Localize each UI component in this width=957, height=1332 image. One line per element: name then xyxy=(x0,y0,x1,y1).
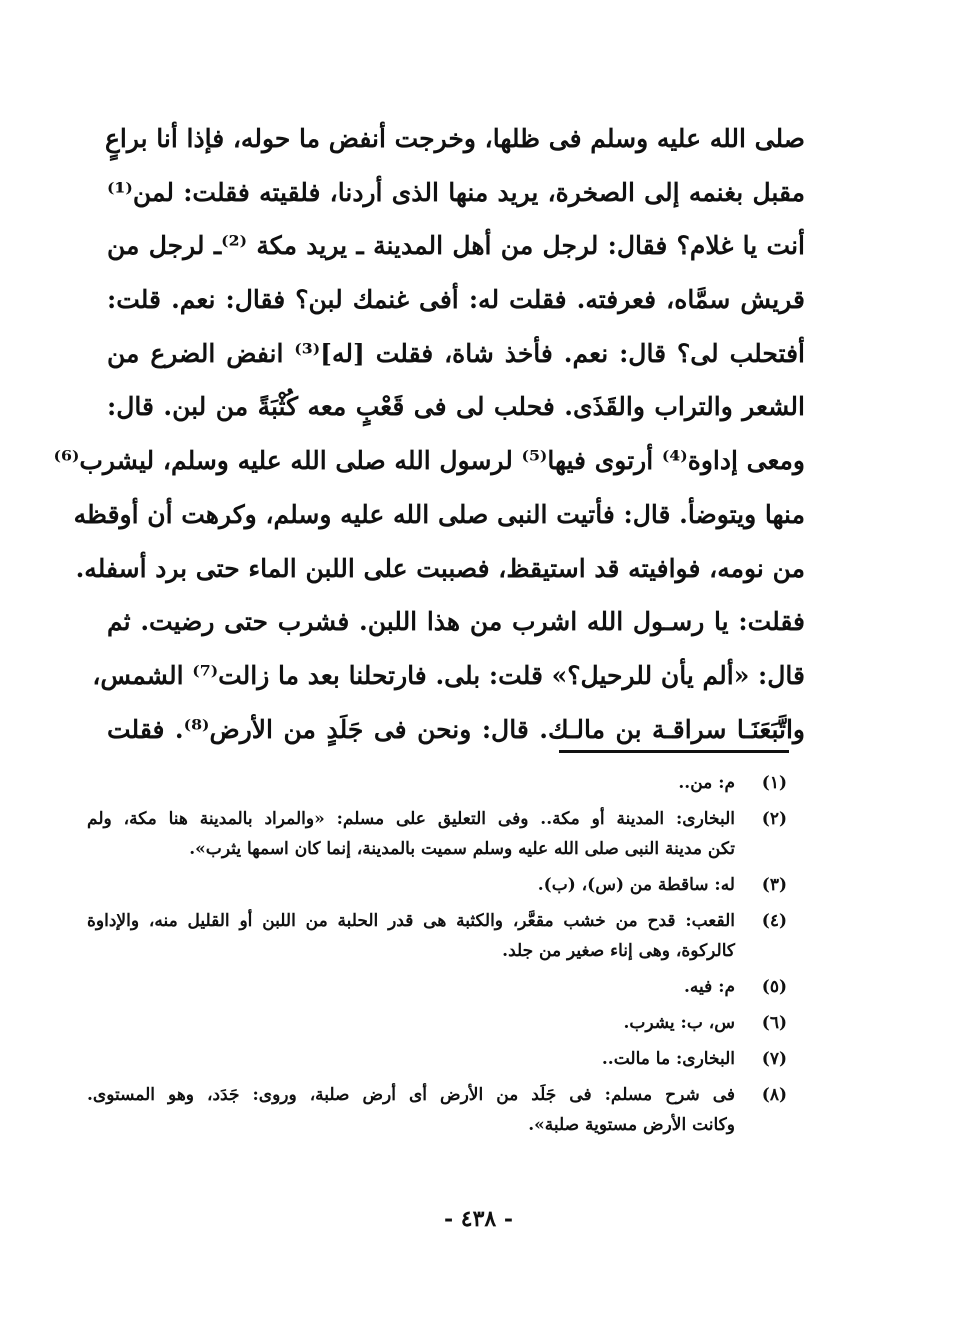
footnote-text: تكن مدينة النبى صلى الله عليه وسلم سميت بالمدينة، إنما كان اسمها يثرب». xyxy=(189,839,735,859)
main-text xyxy=(53,112,805,756)
footnote xyxy=(87,1044,787,1074)
footnote-number: (٤) xyxy=(761,911,787,931)
footnote-number: (٧) xyxy=(761,1049,787,1069)
footnote-text: البخارى: ما مالت.. xyxy=(601,1049,735,1069)
footnote-number: (٨) xyxy=(761,1085,787,1105)
text-line: قريش سمَّاه، فعرفته. فقلت له: أفى غنمك لبن؟ فقال: نعم. قلت: xyxy=(107,285,805,315)
footnote xyxy=(87,804,787,864)
text-line: قال: «ألم يأن للرحيل؟» قلت: بلى. فارتحلنا بعد ما زالت⁽⁷⁾ الشمس، xyxy=(92,660,805,690)
footnote-text: س، ب: يشرب. xyxy=(623,1013,735,1033)
footnote-text: م: من.. xyxy=(678,773,735,793)
footnote xyxy=(87,768,787,798)
text-line: صلى الله عليه وسلم فى ظلها، وخرجت أنفض ما حوله، فإذا أنا براعٍ xyxy=(104,124,805,153)
text-line: الشعر والتراب والقَذَى. فحلب لى فى قَعْبٍ معه كُثْبَةً من لبن. قال: xyxy=(107,392,805,422)
footnote xyxy=(87,1008,787,1038)
page-number: - ٤٣٨ - xyxy=(443,1206,514,1232)
footnote-number: (٦) xyxy=(761,1013,787,1033)
footnote-text: البخارى: المدينة أو مكة.. وفى التعليق على مسلم: «والمراد بالمدينة هنا مكة، ولم xyxy=(87,809,735,829)
text-line: فقلت: يا رسـول الله اشرب من هذا اللبن. فشرب حتى رضيت. ثم xyxy=(107,607,805,637)
footnote-number: (١) xyxy=(761,773,787,793)
footnotes xyxy=(87,768,787,1146)
footnote-text: كالركوة، وهى إناء صغير من جلد. xyxy=(502,941,735,961)
text-line: واتَّبَعَنَـا سراقـة بن مالـك. قال: ونحن فى جَلَدٍ من الأرض⁽⁸⁾. فقلت xyxy=(107,714,805,744)
footnote-text: فى شرح مسلم: فى جَلَد من الأرض أى أرض صلبة، وروى: جَدَد، وهو المستوى. xyxy=(87,1085,735,1105)
text-line: أفتحلب لى؟ قال: نعم. فأخذ شاة، فقلت [له]⁽³⁾ انفض الضرع من xyxy=(107,338,805,368)
footnote-number: (٥) xyxy=(761,977,787,997)
footnote xyxy=(87,906,787,966)
text-line: ومعى إداوة⁽⁴⁾ أرتوى فيها⁽⁵⁾ لرسول الله صلى الله عليه وسلم، ليشرب⁽⁶⁾ xyxy=(53,446,805,476)
footnote-divider xyxy=(559,750,789,753)
footnote-text: القعب: قدح من خشب مقعَّر، والكثبة هى قدر الحلبة من اللبن أو القليل منه، والإداوة xyxy=(87,911,735,931)
footnote-text: له: ساقطة من (س)، (ب). xyxy=(537,875,735,895)
footnote-text: م: فيه. xyxy=(683,977,735,997)
text-line: أنت يا غلام؟ فقال: لرجل من أهل المدينة ـ يريد مكة ⁽²⁾ـ لرجل من xyxy=(107,231,805,261)
footnote xyxy=(87,972,787,1002)
text-line: منها ويتوضأ. قال: فأتيت النبى صلى الله عليه وسلم، وكرهت أن أوقظه xyxy=(73,499,805,529)
text-line: من نومه، فوافيته قد استيقظ، فصببت على اللبن الماء حتى برد أسفله. xyxy=(75,553,805,583)
footnote xyxy=(87,1080,787,1140)
footnote-text: وكانت الأرض مستوية صلبة». xyxy=(528,1115,735,1135)
text-line: مقبل بغنمه إلى الصخرة، يريد منها الذى أردنا، فلقيته فقلت: لمن⁽¹⁾ xyxy=(107,177,805,207)
footnote-number: (٢) xyxy=(761,809,787,829)
footnote xyxy=(87,870,787,900)
footnote-number: (٣) xyxy=(761,875,787,895)
